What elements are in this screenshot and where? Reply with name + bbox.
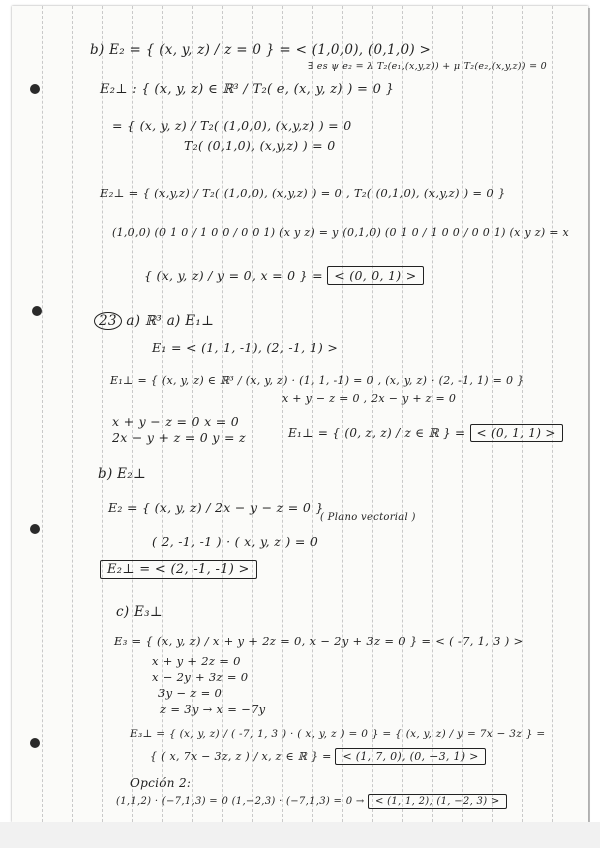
ruling-line	[402, 6, 403, 822]
ruling-line	[432, 6, 433, 822]
notebook-page	[12, 6, 588, 822]
ruling-line	[102, 6, 103, 822]
scan-margin	[0, 822, 600, 848]
ruling-line	[372, 6, 373, 822]
punch-hole	[30, 738, 40, 748]
punch-hole	[30, 524, 40, 534]
boxed-answer: < (0, 0, 1) >	[327, 266, 423, 285]
note-line: x − 2y + 3z = 0	[152, 670, 249, 684]
ruling-line	[42, 6, 43, 822]
ruling-line	[462, 6, 463, 822]
note-line: E₁ = < (1, 1, -1), (2, -1, 1) >	[152, 340, 339, 355]
note-line: ∃ es ψ e₂ = λ T₂(e₁,(x,y,z)) + μ T₂(e₂,(x,y,z)) = 0	[308, 61, 548, 72]
note-text: { ( x, 7x − 3z, z ) / x, z ∈ ℝ } =	[150, 750, 332, 763]
note-text: { (x, y, z) / y = 0, x = 0 } =	[144, 268, 323, 283]
punch-hole	[30, 84, 40, 94]
note-line: Opción 2:	[130, 776, 192, 790]
note-line: x + y + 2z = 0	[152, 654, 241, 668]
note-line: z = 3y → x = −7y	[160, 702, 266, 716]
note-line: E₃⊥ = { (x, y, z) / ( -7, 1, 3 ) · ( x, y, z ) = 0 } = { (x, y, z) / y = 7x − 3z } =	[130, 728, 546, 740]
note-line: (1,0,0) (0 1 0 / 1 0 0 / 0 0 1) (x y z) = y (0,1,0) (0 1 0 / 1 0 0 / 0 0 1) (x y z) = x	[112, 226, 570, 239]
ruling-line	[552, 6, 553, 822]
note-line: ( Plano vectorial )	[320, 512, 416, 523]
boxed-answer: < (0, 1, 1) >	[470, 424, 563, 442]
note-line: E₂⊥ : { (x, y, z) ∈ ℝ³ / T₂( e, (x, y, z) ) = 0 }	[100, 82, 395, 97]
note-line: b) E₂⊥	[98, 466, 146, 482]
note-line: E₃ = { (x, y, z) / x + y + 2z = 0, x − 2y + 3z = 0 } = < ( -7, 1, 3 ) >	[114, 634, 524, 648]
exercise-number: 23	[94, 312, 122, 330]
boxed-answer: E₂⊥ = < (2, -1, -1) >	[100, 560, 257, 579]
note-line: x + y − z = 0 x = 0	[112, 414, 240, 429]
note-line	[100, 562, 257, 577]
note-text: E₁⊥ = { (0, z, z) / z ∈ ℝ } =	[288, 426, 466, 440]
note-line: E₁⊥ = { (x, y, z) ∈ ℝ³ / (x, y, z) · (1, 1, -1) = 0 , (x, y, z) · (2, -1, 1) = 0 }	[110, 374, 525, 387]
punch-hole	[32, 306, 42, 316]
note-line	[288, 426, 563, 440]
exercise-heading	[94, 312, 214, 330]
note-line	[116, 796, 507, 807]
note-line: 3y − z = 0	[158, 686, 223, 700]
ruling-line	[492, 6, 493, 822]
note-line: T₂( (0,1,0), (x,y,z) ) = 0	[184, 138, 336, 153]
note-text: (1,1,2) · (−7,1,3) = 0 (1,−2,3) · (−7,1,3) = 0 →	[116, 796, 365, 807]
note-line	[150, 750, 486, 763]
note-line: b) E₂ = { (x, y, z) / z = 0 } = < (1,0,0), (0,1,0) >	[90, 42, 432, 58]
boxed-answer: < (1, 1, 2), (1, −2, 3) >	[368, 794, 507, 809]
note-line: x + y − z = 0 , 2x − y + z = 0	[282, 392, 457, 405]
note-line: c) E₃⊥	[116, 604, 163, 620]
note-line: E₂ = { (x, y, z) / 2x − y − z = 0 }	[108, 500, 324, 515]
note-line: 2x − y + z = 0 y = z	[112, 430, 246, 445]
note-text: a) ℝ³ a) E₁⊥	[126, 313, 215, 329]
boxed-answer: < (1, 7, 0), (0, −3, 1) >	[335, 748, 485, 765]
ruling-line	[72, 6, 73, 822]
note-line: E₂⊥ = { (x,y,z) / T₂( (1,0,0), (x,y,z) ) = 0 , T₂( (0,1,0), (x,y,z) ) = 0 }	[100, 186, 506, 200]
note-line	[144, 268, 424, 283]
ruling-line	[522, 6, 523, 822]
note-line: = { (x, y, z) / T₂( (1,0,0), (x,y,z) ) = 0	[112, 118, 352, 133]
note-line: ( 2, -1, -1 ) · ( x, y, z ) = 0	[152, 534, 319, 549]
